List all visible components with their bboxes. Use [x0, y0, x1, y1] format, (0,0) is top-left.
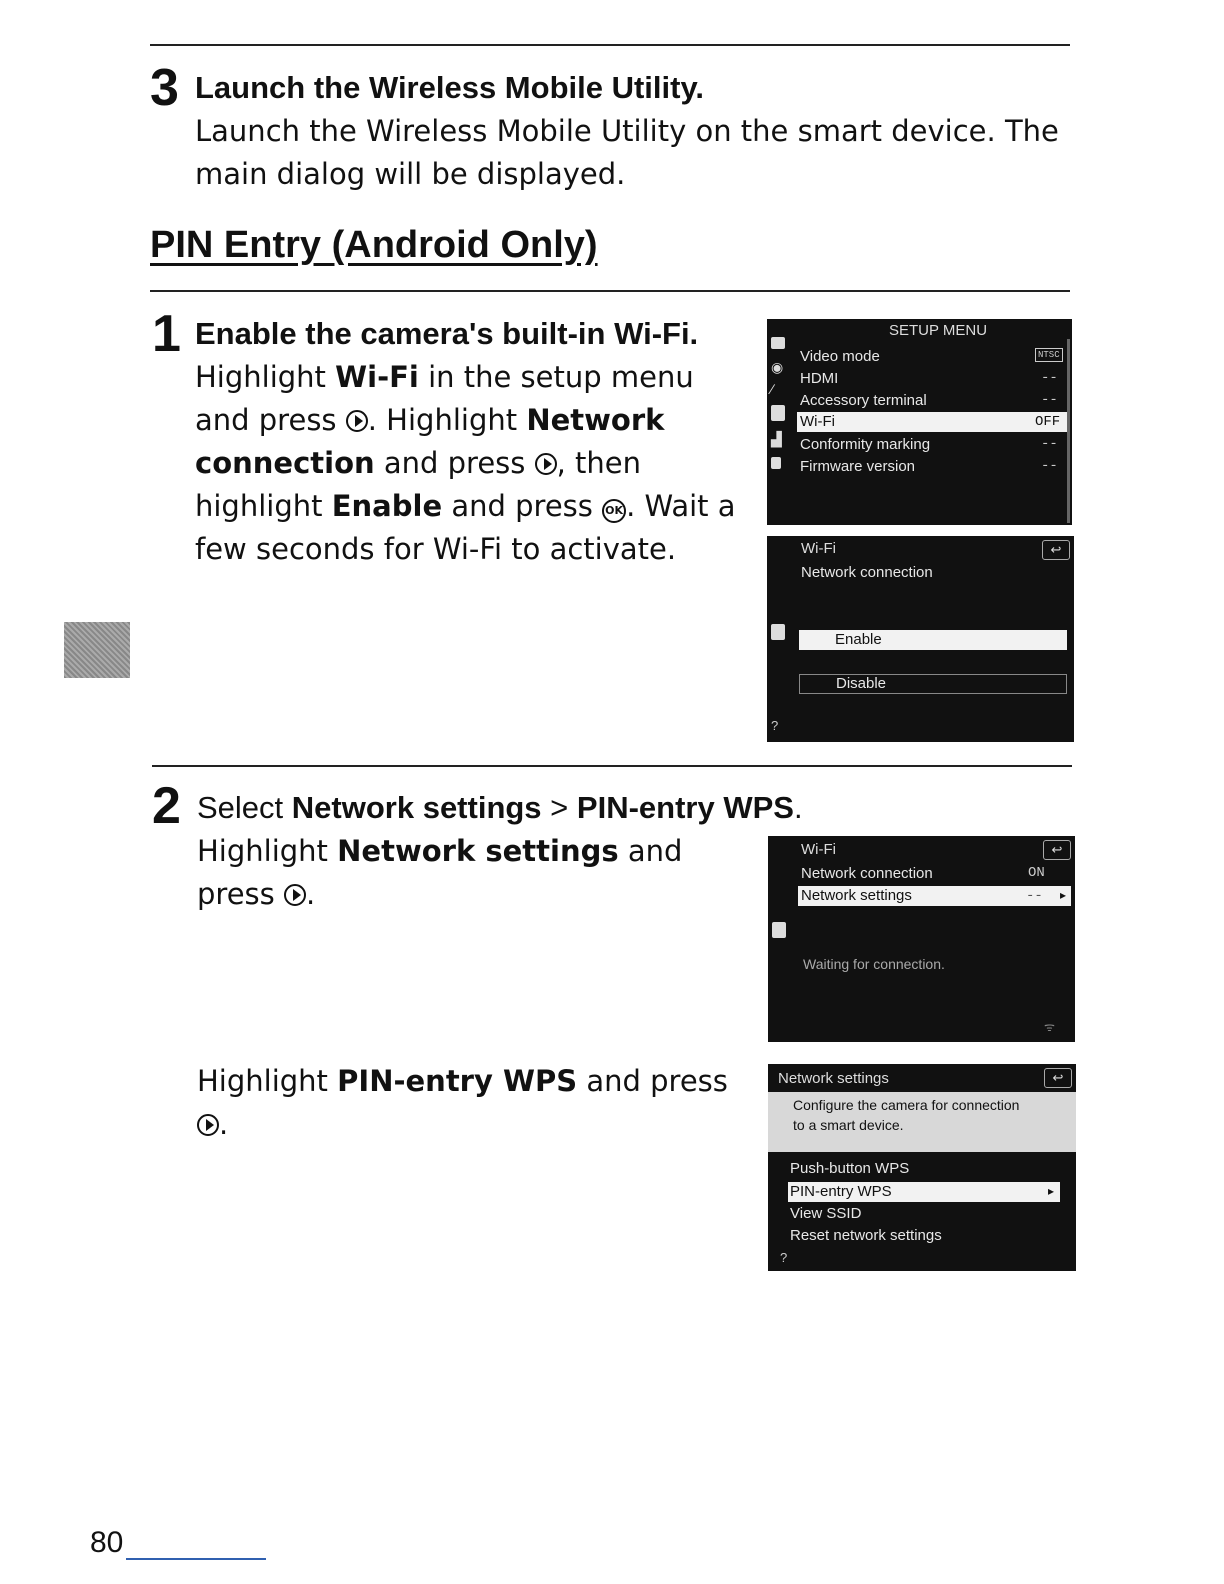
menu-item-accessory-terminal[interactable]: Accessory terminal: [800, 392, 927, 409]
network-connection-term: Network connection: [195, 403, 665, 480]
conformity-marking-value: --: [1041, 436, 1058, 452]
step2-number: 2: [152, 777, 181, 835]
step3-body: Launch the Wireless Mobile Utility on the smart device. The main dialog will be displayed.: [195, 114, 1059, 191]
text-run: , then highlight: [195, 446, 642, 523]
setup-menu-title: SETUP MENU: [889, 322, 988, 339]
text-run: and press: [442, 489, 603, 523]
page-number-rule: [126, 1558, 266, 1560]
setup-tab-icon: [772, 922, 786, 938]
menu-item-push-button-wps[interactable]: Push-button WPS: [790, 1160, 910, 1177]
enable-term: Enable: [331, 489, 443, 523]
setup-menu-screen: [767, 319, 1072, 525]
network-connection-screen: [767, 536, 1074, 742]
network-settings-term: Network settings: [291, 790, 542, 825]
description-text: Configure the camera for connection to a smart device.: [793, 1097, 1020, 1133]
video-mode-value: NTSC: [1035, 348, 1063, 362]
title-run: .: [793, 790, 803, 825]
setup-tab-icon: [771, 624, 785, 640]
text-run: in the setup menu and press: [195, 360, 694, 437]
help-icon[interactable]: ?: [771, 718, 779, 733]
wifi-term: Wi-Fi: [335, 360, 419, 394]
enable-label: Enable: [835, 631, 882, 648]
title-run: Select: [197, 790, 292, 825]
multi-selector-right-icon: [535, 453, 557, 475]
back-icon[interactable]: ↩: [1043, 840, 1071, 860]
text-run: .: [305, 877, 316, 911]
text-run: and press: [197, 834, 683, 911]
menu-item-pin-entry-wps-highlighted[interactable]: [788, 1182, 1060, 1202]
text-run: .: [219, 1107, 229, 1141]
text-run: and press: [577, 1064, 728, 1098]
text-run: Highlight: [197, 1064, 338, 1098]
multi-selector-right-icon: [197, 1114, 219, 1136]
network-connection-value: ON: [1028, 865, 1045, 881]
help-icon[interactable]: ?: [780, 1250, 788, 1265]
step1-title: Enable the camera's built-in Wi-Fi.: [195, 316, 699, 351]
menu-item-hdmi[interactable]: HDMI: [800, 370, 839, 387]
menu-item-reset-network-settings[interactable]: Reset network settings: [790, 1227, 942, 1244]
option-enable[interactable]: [799, 630, 1067, 650]
menu-item-network-connection[interactable]: Network connection: [801, 865, 933, 882]
step3-number: 3: [150, 59, 179, 117]
wifi-screen-title: Wi-Fi: [801, 540, 836, 557]
pin-entry-wps-label: PIN-entry WPS: [790, 1183, 892, 1200]
menu-item-video-mode[interactable]: Video mode: [800, 348, 880, 365]
status-text: Waiting for connection.: [803, 956, 945, 972]
arrow-right-icon: ▸: [1060, 888, 1067, 902]
wifi-value: OFF: [1035, 414, 1061, 430]
shooting-tab-icon: ◉: [771, 359, 784, 375]
page-number: 80: [90, 1526, 124, 1559]
playback-tab-icon: [771, 337, 785, 349]
network-settings-value: --: [1026, 888, 1043, 904]
back-icon[interactable]: ↩: [1044, 1068, 1072, 1088]
setup-tab-icon: [771, 405, 785, 421]
multi-selector-right-icon: [346, 410, 368, 432]
description-panel: [768, 1092, 1076, 1152]
wifi-screen-title: Wi-Fi: [801, 841, 836, 858]
firmware-version-value: --: [1041, 458, 1058, 474]
accessory-terminal-value: --: [1041, 392, 1058, 408]
step2-body-b: [197, 1060, 737, 1146]
menu-item-wifi-highlighted[interactable]: [797, 412, 1068, 432]
retouch-tab-icon: ▟: [771, 431, 782, 447]
text-run: Highlight: [195, 360, 336, 394]
step1-body: [195, 356, 750, 571]
section-rule: [150, 290, 1070, 292]
network-connection-subtitle: Network connection: [801, 564, 933, 581]
text-run: . Highlight: [367, 403, 527, 437]
my-menu-tab-icon: [771, 457, 781, 469]
arrow-right-icon: ▸: [1048, 1184, 1055, 1198]
text-run: and press: [374, 446, 535, 480]
network-settings-screen: [768, 1064, 1076, 1271]
custom-tab-icon: ∕: [771, 381, 774, 397]
section-title: PIN Entry (Android Only): [150, 224, 598, 266]
network-settings-title: Network settings: [778, 1070, 889, 1087]
menu-item-view-ssid[interactable]: View SSID: [790, 1205, 862, 1222]
wifi-settings-screen: [768, 836, 1075, 1042]
hdmi-value: --: [1041, 370, 1058, 386]
disable-label: Disable: [836, 675, 887, 692]
pin-entry-wps-term: PIN-entry WPS: [576, 790, 794, 825]
option-disable[interactable]: [799, 674, 1067, 694]
network-settings-term: Network settings: [337, 834, 619, 868]
network-settings-label: Network settings: [801, 887, 912, 904]
step2-body-a: [197, 830, 707, 916]
multi-selector-right-icon: [284, 884, 306, 906]
step2-rule: [152, 765, 1072, 767]
menu-item-conformity-marking[interactable]: Conformity marking: [800, 436, 931, 453]
wifi-label: Wi-Fi: [800, 413, 835, 430]
text-run: Highlight: [197, 834, 338, 868]
step1-number: 1: [152, 305, 181, 363]
top-rule: [150, 44, 1070, 46]
ok-button-icon: OK: [602, 499, 626, 523]
chapter-tab: [64, 622, 130, 678]
menu-item-firmware-version[interactable]: Firmware version: [800, 458, 916, 475]
wifi-signal-icon: ᯤ: [1044, 1020, 1055, 1034]
title-run: >: [541, 790, 577, 825]
back-icon[interactable]: ↩: [1042, 540, 1070, 560]
scrollbar[interactable]: [1067, 339, 1070, 523]
pin-entry-wps-term: PIN-entry WPS: [337, 1064, 578, 1098]
step2-title: [197, 790, 803, 826]
text-run: . Wait a few seconds for Wi-Fi to activate.: [195, 489, 736, 566]
step3-title: Launch the Wireless Mobile Utility.: [195, 70, 705, 105]
